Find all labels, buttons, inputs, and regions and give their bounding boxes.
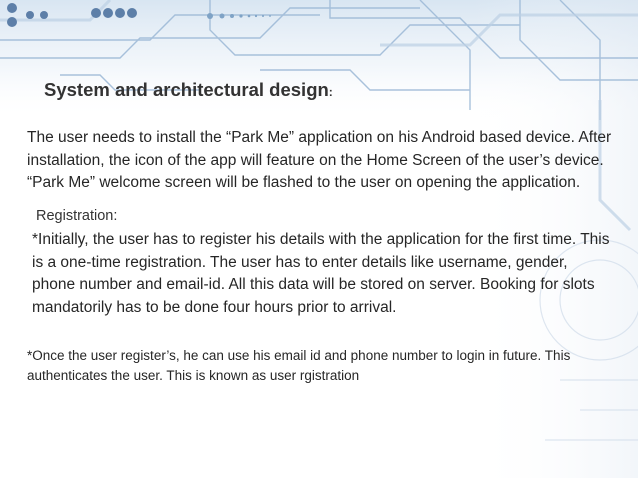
intro-paragraph: The user needs to install the “Park Me” application on his Android based device. After installation, the icon of the app will feature on the Home Screen of the user’s device. “Park Me” welcome screen will be flashed to the user on opening the application.	[27, 129, 612, 191]
slide-title	[44, 79, 333, 101]
slide-title-colon: :	[328, 85, 333, 99]
registration-paragraph: *Initially, the user has to register his details with the application for the first time. This is a one-time registration. The user has to enter details like username, gender, phone number and email-id. All this data will be stored on server. Booking for slots mandatorily has to be done four hours prior to arrival.	[32, 231, 610, 316]
registration-heading: Registration:	[36, 208, 118, 224]
login-note-paragraph: *Once the user register’s, he can use his email id and phone number to login in future. This authenticates the user. This is known as user rgistration	[27, 348, 571, 383]
slide-title-text: System and architectural design	[44, 79, 329, 100]
